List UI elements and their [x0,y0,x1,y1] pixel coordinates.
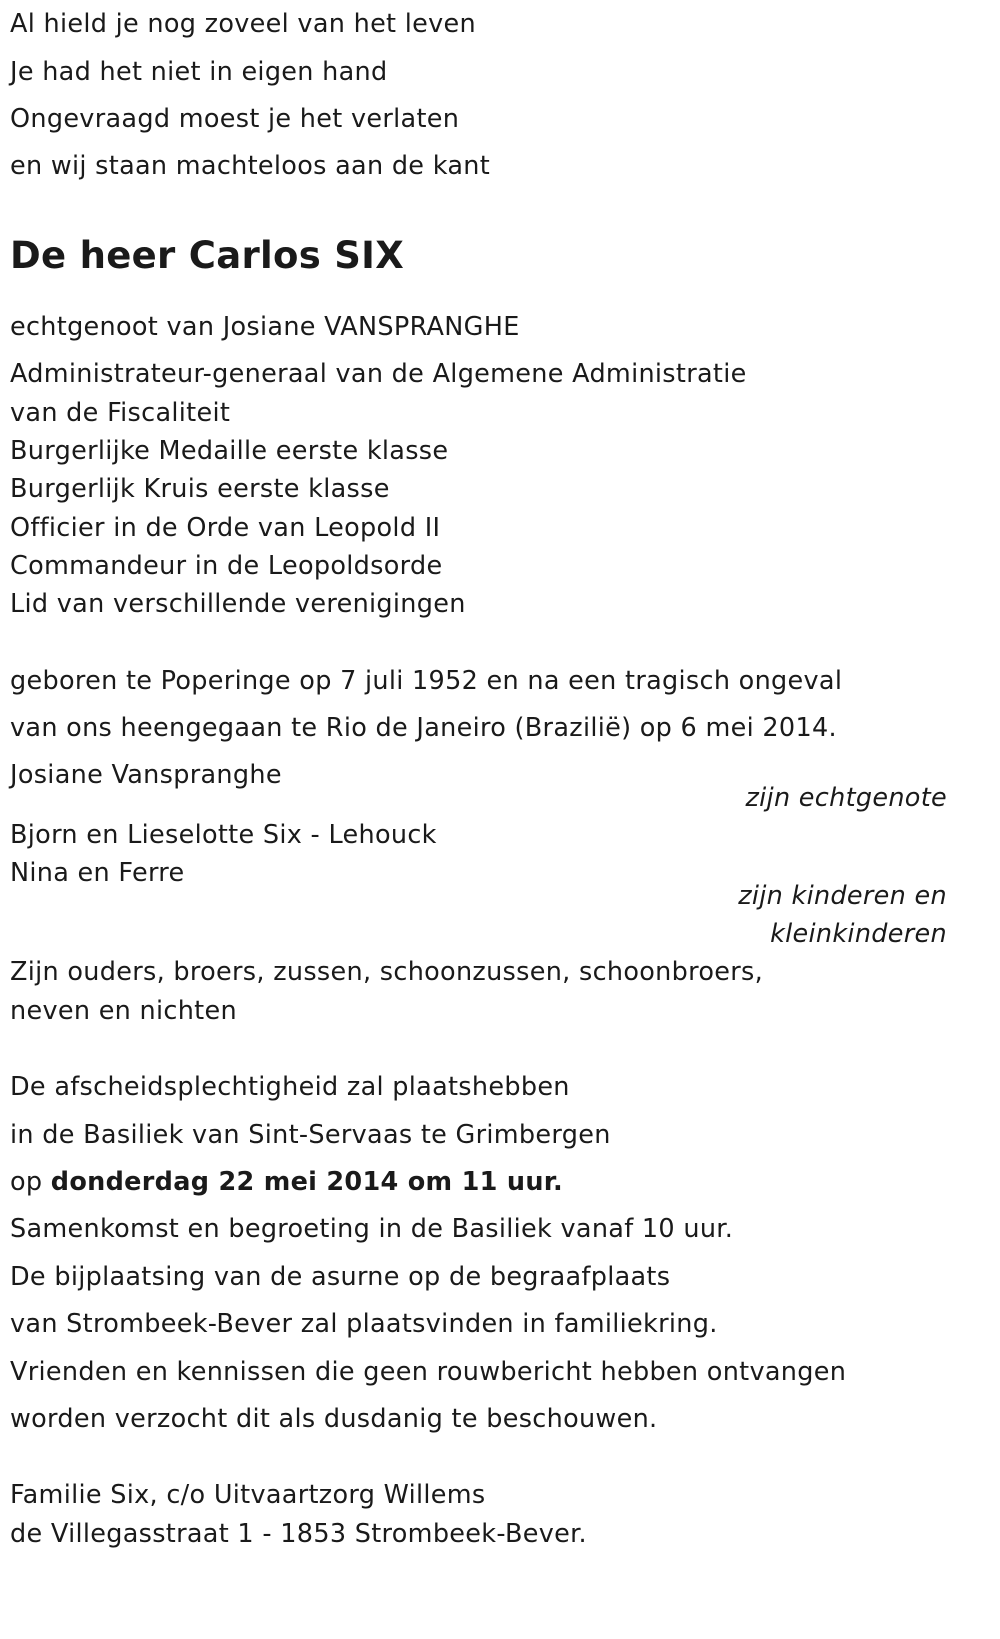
contact-line: de Villegasstraat 1 - 1853 Strombeek-Bever. [10,1519,587,1549]
birth-line: geboren te Poperinge op 7 juli 1952 en na een tragisch ongeval [10,666,843,696]
ceremony-line: Samenkomst en begroeting in de Basiliek vanaf 10 uur. [10,1214,734,1244]
children-role: zijn kinderen en [738,881,947,911]
title-line: van de Fiscaliteit [10,398,231,428]
children-role: kleinkinderen [770,919,947,949]
relatives-line: neven en nichten [10,996,237,1026]
relatives-line: Zijn ouders, broers, zussen, schoonzussen, schoonbroers, [10,957,763,987]
poem-line: Ongevraagd moest je het verlaten [10,104,460,134]
death-line: van ons heengegaan te Rio de Janeiro (Brazilië) op 6 mei 2014. [10,713,837,743]
title-line: Lid van verschillende verenigingen [10,589,466,619]
title-line: Officier in de Orde van Leopold II [10,513,441,543]
spouse-name: Josiane Vanspranghe [10,760,282,790]
contact-line: Familie Six, c/o Uitvaartzorg Willems [10,1480,486,1510]
ceremony-line: De bijplaatsing van de asurne op de begraafplaats [10,1262,671,1292]
ceremony-date-bold: donderdag 22 mei 2014 om 11 uur. [50,1167,564,1197]
poem-line: Al hield je nog zoveel van het leven [10,9,476,39]
title-line: Commandeur in de Leopoldsorde [10,551,443,581]
ceremony-date [10,1166,563,1198]
title-line: Administrateur-generaal van de Algemene Administratie [10,359,747,389]
ceremony-line: De afscheidsplechtigheid zal plaatshebben [10,1072,570,1102]
title-line: Burgerlijke Medaille eerste klasse [10,436,449,466]
poem-line: en wij staan machteloos aan de kant [10,151,491,181]
title-line: Burgerlijk Kruis eerste klasse [10,474,390,504]
ceremony-line: worden verzocht dit als dusdanig te beschouwen. [10,1404,658,1434]
ceremony-line: in de Basiliek van Sint-Servaas te Grimbergen [10,1120,611,1150]
ceremony-date-prefix: op [10,1167,51,1197]
children-line: Nina en Ferre [10,858,185,888]
spouse-line: echtgenoot van Josiane VANSPRANGHE [10,312,520,342]
ceremony-line: van Strombeek-Bever zal plaatsvinden in familiekring. [10,1309,718,1339]
poem-line: Je had het niet in eigen hand [10,57,388,87]
ceremony-line: Vrienden en kennissen die geen rouwbericht hebben ontvangen [10,1357,847,1387]
children-line: Bjorn en Lieselotte Six - Lehouck [10,820,437,850]
spouse-role: zijn echtgenote [745,783,947,813]
deceased-name: De heer Carlos SIX [10,234,405,277]
